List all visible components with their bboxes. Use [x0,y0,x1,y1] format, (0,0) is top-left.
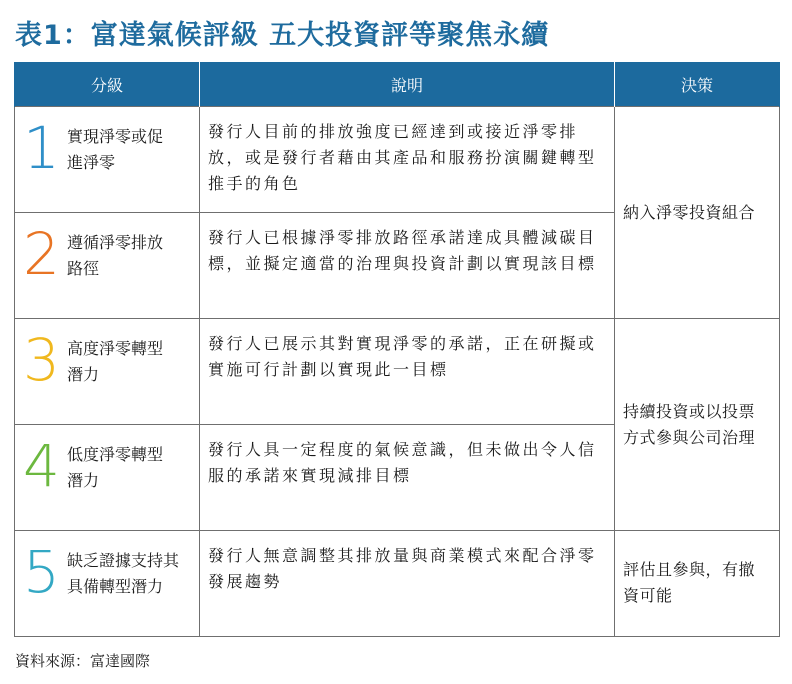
header-grade: 分級 [15,62,200,107]
description-cell [200,531,615,637]
decision-cell: 評估且參與，有撤資可能 [615,531,780,637]
grade-cell [15,213,200,319]
table-row [15,319,780,425]
grade-name: 遵循淨零排放路徑 [67,233,164,278]
grade-cell [15,425,200,531]
page-title: 表1：富達氣候評級 五大投資評等聚焦永續 [15,20,550,51]
grade-number: 3 [23,326,60,394]
grade-name: 缺乏證據支持其具備轉型潛力 [67,551,180,596]
grade-number: 4 [23,432,60,500]
grade-number: 1 [23,114,60,182]
description-cell [200,425,615,531]
grade-cell [15,531,200,637]
source-note: 資料來源：富達國際 [15,652,151,670]
grade-number: 2 [23,220,60,288]
grade-cell [15,107,200,213]
grade-description: 發行人目前的排放強度已經達到或接近淨零排放，或是發行者藉由其產品和服務扮演關鍵轉型推手的角色 [208,122,597,193]
decision-cell: 持續投資或以投票方式參與公司治理 [615,319,780,531]
header-description: 說明 [200,62,615,107]
grade-number: 5 [23,538,60,606]
grade-cell [15,319,200,425]
table-row [15,531,780,637]
header-decision: 決策 [615,62,780,107]
decision-cell: 納入淨零投資組合 [615,107,780,319]
table-row [15,107,780,213]
description-cell [200,107,615,213]
description-cell [200,319,615,425]
grade-name: 高度淨零轉型潛力 [67,339,164,384]
grade-name: 實現淨零或促進淨零 [67,127,164,172]
grade-name: 低度淨零轉型潛力 [67,445,164,490]
description-cell [200,213,615,319]
table-header-row [15,62,780,107]
grade-description: 發行人已展示其對實現淨零的承諾，正在研擬或實施可行計劃以實現此一目標 [208,334,597,379]
grade-description: 發行人已根據淨零排放路徑承諾達成具體減碳目標，並擬定適當的治理與投資計劃以實現該目標 [208,228,597,273]
climate-rating-table [14,62,780,637]
grade-description: 發行人無意調整其排放量與商業模式來配合淨零發展趨勢 [208,546,597,591]
grade-description: 發行人具一定程度的氣候意識，但未做出令人信服的承諾來實現減排目標 [208,440,597,485]
